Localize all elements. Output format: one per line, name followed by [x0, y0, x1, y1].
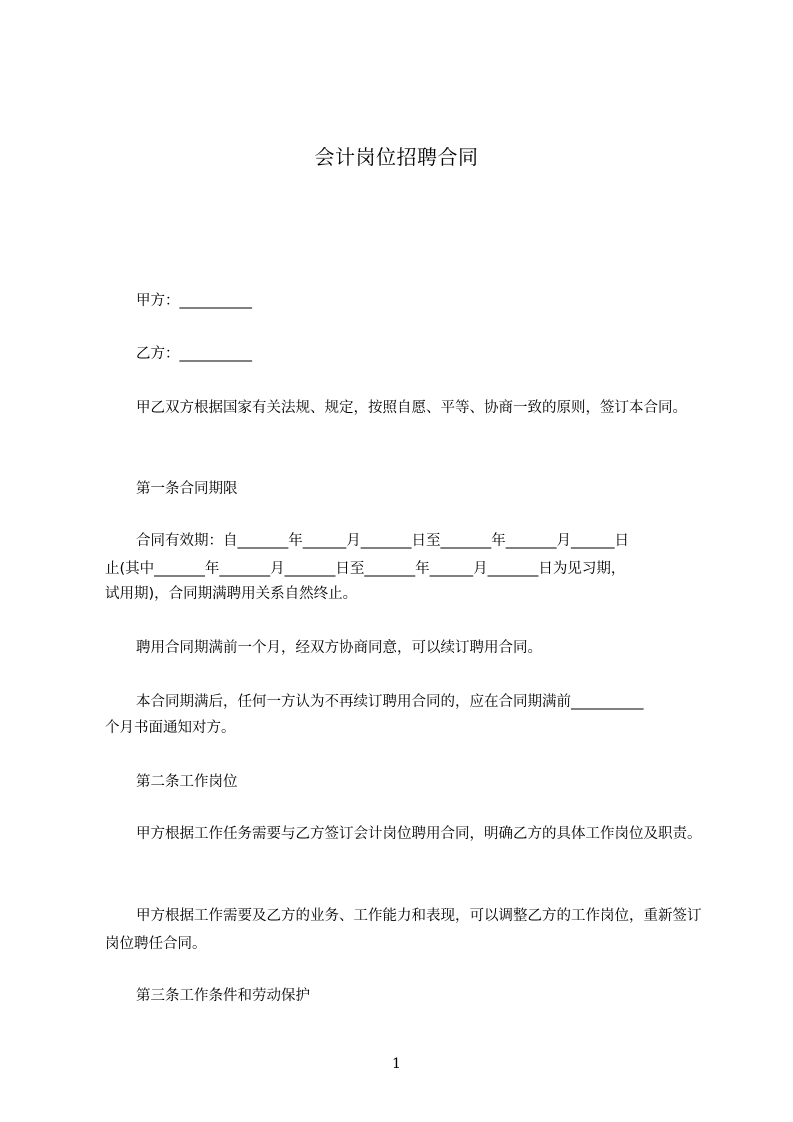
renewal-paragraph: 聘用合同期满前一个月，经双方协商同意，可以续订聘用合同。 — [136, 640, 542, 656]
page-title: 会计岗位招聘合同 — [314, 145, 479, 169]
party-b-line: 乙方：__________ — [136, 346, 252, 362]
term-line-3: 试用期)，合同期满聘用关系自然终止。 — [105, 586, 358, 602]
section-1-heading: 第一条合同期限 — [136, 481, 238, 497]
position-paragraph: 甲方根据工作任务需要与乙方签订会计岗位聘用合同，明确乙方的具体工作岗位及职责。 — [136, 826, 702, 842]
adjust-paragraph: 甲方根据工作需要及乙方的业务、工作能力和表现，可以调整乙方的工作岗位，重新签订岗位聘任合同。 — [105, 908, 702, 952]
page-number: 1 — [392, 1056, 401, 1072]
section-2-heading: 第二条工作岗位 — [136, 774, 238, 790]
term-line-1: 合同有效期：自_______年______月_______日至_______年_______月______日 — [136, 533, 629, 549]
term-line-2: 止(其中_______年_______月_______日至_______年______月_______日为见习期， — [105, 561, 626, 577]
notice-line-2: 个月书面通知对方。 — [105, 720, 236, 736]
party-a-line: 甲方：__________ — [136, 293, 252, 309]
section-3-heading: 第三条工作条件和劳动保护 — [136, 988, 310, 1004]
notice-line-1: 本合同期满后，任何一方认为不再续订聘用合同的，应在合同期满前__________ — [136, 694, 644, 710]
intro-paragraph: 甲乙双方根据国家有关法规、规定，按照自愿、平等、协商一致的原则，签订本合同。 — [136, 400, 687, 416]
